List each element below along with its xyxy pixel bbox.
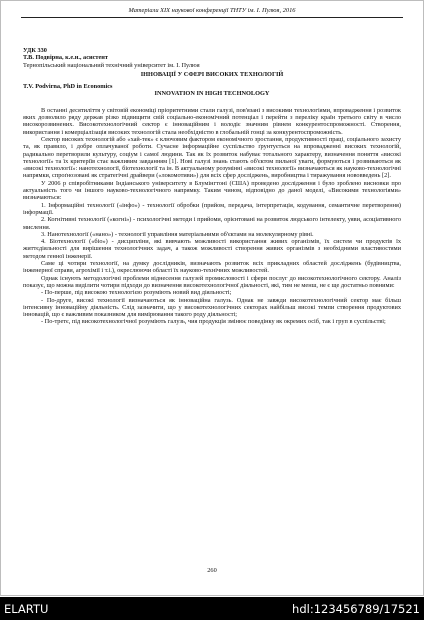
repository-name: ELARTU	[4, 602, 49, 616]
author-line: Т.В. Подвірна, к.е.н., асистент	[23, 54, 109, 62]
paragraph: Сектор високих технологій або «хай-тек» є ключовим фактором економічного зростання, продуктивності праці, соціального захисту та, як правило, і добре оплачуваної роботи. Сучасне інформаційне суспільство ґрунтується на впровадженні високих технологій, радикально перетворили культуру, соціум і самої людини. Так як їх розвиток набуває тотального характеру, визначення поняття «високі технології» та їх критеріїв стає важливим завданням [1]. Нові галузі знань стають об'єктом пильної уваги, формуються і розвиваються як «високі технології»: нанотехнології, біотехнології та ін. В актуальному розумінні «високі технології» визначаються як науково-технологічні напрямки, спроґнозовані як стратегічні драйвери («локомотиви») для всіх сфер досліджень, виробництва і тиражування нововведень [2].	[23, 135, 401, 180]
paragraph: Саме ці чотири технології, на думку дослідників, визначають розвиток всіх прикладних областей досліджень (будівництва, інженерної справи, агрохімії і т.і.), окреслюючи області їх науково-технічних можливостей.	[23, 260, 401, 275]
list-item: - По-третє, під високотехнологічної розуміють галузь, чия продукція змінює поведінку як окремих осіб, так і груп в суспільстві;	[41, 318, 386, 326]
repository-footer-bar	[0, 597, 424, 620]
affiliation-line: Тернопільський національний технічний університет ім. І. Пулюя	[23, 61, 200, 69]
list-item: 1. Інформаційні технології («інфо») - технології обробки (прийом, передача, інтерпретація, кодування, семантичне перетворення) інформації.	[23, 201, 401, 216]
page-number: 260	[207, 567, 217, 574]
paragraph: В останні десятиліття у світовій економіці пріоритетними стали галузі, пов'язані з високими технологіями, впровадження і розвиток яких дозволило ряду держав різко підвищити свій соціально-економічний потенціал і перейти з переліку країн третього світу в число високорозвинених. Високотехнологічний сектор є інноваційним і володіє значним рівнем конкурентоспроможності. Створення, використання і комерціалізація високих технологій стала необхідністю в глобальній гонці за конкурентоспроможність.	[23, 106, 401, 136]
paragraph: Однак існують методологічні проблеми віднесення галузей промисловості і сфери послуг до високотехнологічного сектору. Аналіз показує, що можна виділити чотири підходи до визначення високотехнологічної діяльності, які, тим не менш, не є ще достатньо повними:	[23, 274, 401, 289]
article-title: ІННОВАЦІЇ У СФЕРІ ВИСОКИХ ТЕХНОЛОГІЙ	[140, 70, 284, 78]
english-article-title: INNOVATION IN HIGH TECHNOLOGY	[154, 90, 270, 98]
list-item: 2. Когнітивні технології («когні») - психологічні методи і прийоми, орієнтовані на розвиток людського інтелекту, уяви, асоціативного мислення.	[23, 216, 401, 231]
article-body	[23, 47, 401, 326]
list-item: 4. Біотехнології («біо») - дисципліни, які вивчають можливості використання живих організмів, їх систем чи продуктів їх життєдіяльності для вирішення технологічних задач, а також можливості створення живих організмів з необхідними властивостями методом генної інженерії.	[23, 238, 401, 260]
paragraph: У 2006 р співробітниками Індіанського університету в Блумінгтоні (США) проведено дослідження і було зроблено висновки про актуальність того чи іншого науково-технологічного напрямку. Таким чином, відповідно до даної моделі, «Високими технологіями» визначаються:	[23, 179, 401, 202]
english-author-line: T.V. Podvirna, PhD in Economics	[23, 83, 113, 91]
running-header: Матеріали XIX наукової конференції ТНТУ ім. І. Пулюя, 2016	[21, 7, 403, 18]
udk-code: УДК 330	[23, 47, 47, 54]
list-item: 3. Нанотехнології («нано») - технології управління матеріальними об'єктами на молекулярному рівні.	[41, 230, 314, 238]
handle-identifier: hdl:123456789/17521	[292, 602, 420, 616]
list-item: - По-перше, під високою технологією розуміють новий вид діяльності;	[41, 289, 232, 297]
list-item: - По-друге, високі технології визначаються як інноваційна галузь. Однак не завжди високотехнологічний сектор має більш інтенсивну інноваційну діяльність. Слід зазначити, що у високотехнологічних секторах найбільш високі темпи створення продуктових інновацій, що є важливим показником для вимірювання такого роду діяльності;	[23, 296, 401, 319]
